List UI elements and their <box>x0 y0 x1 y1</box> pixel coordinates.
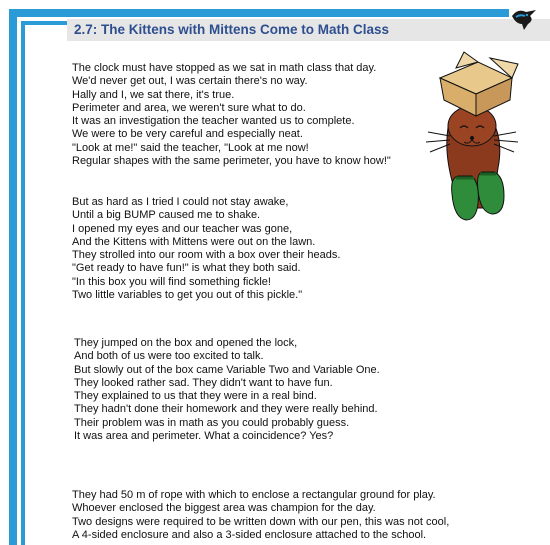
poem-line: Whoever enclosed the biggest area was champion for the day. <box>72 502 376 515</box>
poem-line: They had 50 m of rope with which to enclose a rectangular ground for play. <box>72 489 436 501</box>
stanza-2 <box>72 196 340 302</box>
poem-line: Hally and I, we sat there, it's true. <box>72 88 235 101</box>
poem-line: Regular shapes with the same perimeter, you have to know how!" <box>72 155 391 168</box>
poem-line: It was area and perimeter. What a coincidence? Yes? <box>74 430 334 443</box>
poem-line: Two designs were required to be written down with our pen, this was not cool, <box>72 515 450 528</box>
poem-line: And the Kittens with Mittens were out on the lawn. <box>72 235 316 248</box>
poem-line: It was an investigation the teacher wanted us to complete. <box>72 115 355 128</box>
poem-line: Their problem was in math as you could probably guess. <box>74 416 350 429</box>
poem-line: They jumped on the box and opened the lock, <box>74 337 298 349</box>
poem-line: They strolled into our room with a box over their heads. <box>72 249 341 262</box>
poem-line: I opened my eyes and our teacher was gone, <box>72 222 293 235</box>
poem-line: Two little variables to get you out of this pickle." <box>72 289 303 302</box>
frame-left-inner-bar <box>21 21 25 545</box>
poem-line: We were to be very careful and especially neat. <box>72 128 303 141</box>
poem-line: They hadn't done their homework and they were really behind. <box>74 403 378 416</box>
frame-top-inner-bar <box>21 21 67 25</box>
poem-line: And both of us were too excited to talk. <box>74 350 264 363</box>
poem-line: We'd never get out, I was certain there's no way. <box>72 75 308 88</box>
stanza-1 <box>72 62 391 168</box>
frame-top-bar <box>9 9 509 17</box>
page-title: 2.7: The Kittens with Mittens Come to Math Class <box>74 22 390 37</box>
poem-line: Perimeter and area, we weren't sure what to do. <box>72 101 306 114</box>
stanza-3 <box>74 337 380 443</box>
poem-line: A 4-sided enclosure and also a 3-sided enclosure attached to the school. <box>72 528 427 541</box>
poem-line: "In this box you will find something fickle! <box>72 275 271 288</box>
poem-line: They looked rather sad. They didn't want to have fun. <box>74 376 333 389</box>
poem-line: "Look at me!" said the teacher, "Look at me now! <box>72 141 309 154</box>
poem-line: "Get ready to have fun!" is what they both said. <box>72 262 301 275</box>
poem-line: Until a big BUMP caused me to shake. <box>72 209 261 222</box>
logo-icon <box>510 6 538 32</box>
poem-line: They explained to us that they were in a real bind. <box>74 390 317 403</box>
poem-line: The clock must have stopped as we sat in math class that day. <box>72 62 377 74</box>
poem-line: But as hard as I tried I could not stay awake, <box>72 196 289 208</box>
poem-line: But slowly out of the box came Variable Two and Variable One. <box>74 363 380 376</box>
frame-left-bar <box>9 9 17 545</box>
kitten-with-box-illustration <box>420 48 520 223</box>
stanza-4 <box>72 489 449 542</box>
